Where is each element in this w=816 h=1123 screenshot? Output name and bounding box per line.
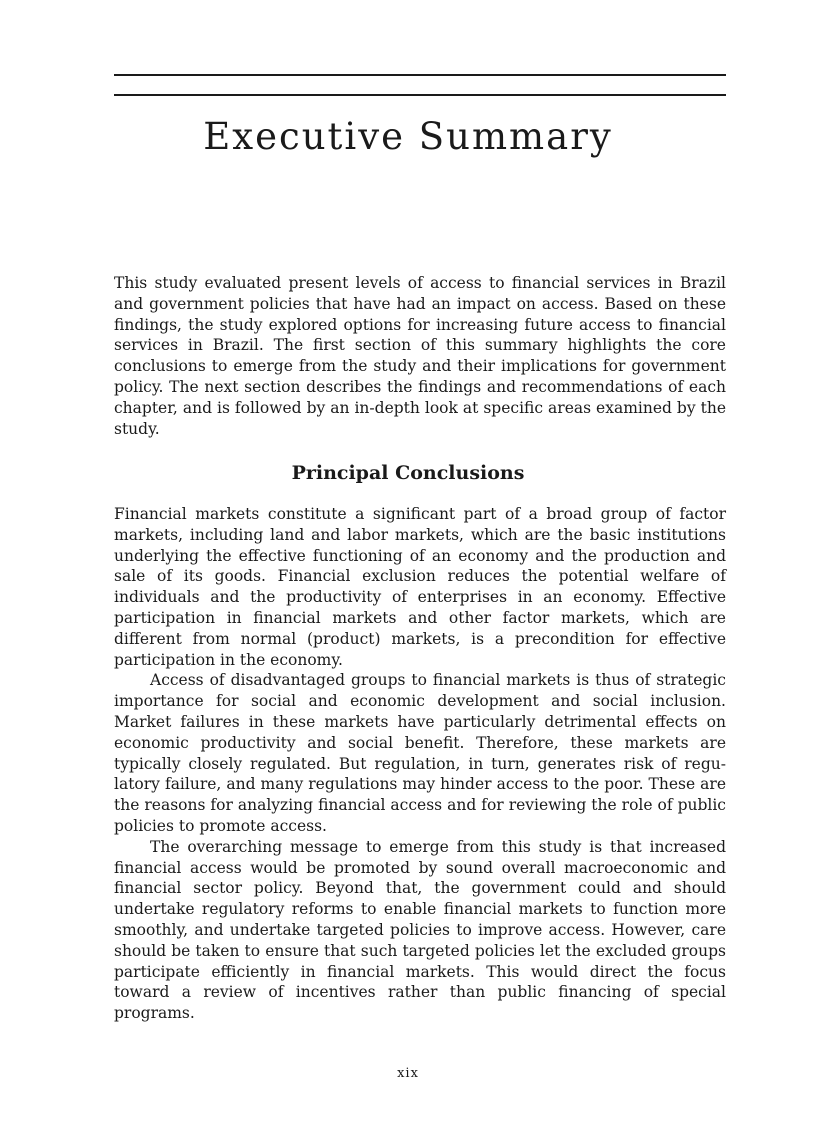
- body-paragraph: The overarching message to emerge from this study is that increased financial access would be promoted by sound overall macroeconomic and financial sector policy. Beyond that, the government could and should undertake regulatory reforms to enable financial markets to function more smoothly, and undertake targeted policies to improve access. However, care should be taken to ensure that such targeted policies let the excluded groups participate efficiently in financial markets. This would direct the focus toward a review of incentives rather than public financing of special programs.: [114, 837, 726, 1023]
- page-title: Executive Summary: [203, 115, 613, 158]
- section-heading: Principal Conclusions: [291, 462, 525, 484]
- conclusions-section: [114, 504, 726, 1024]
- page-number: xix: [397, 1066, 419, 1081]
- intro-paragraph: This study evaluated present levels of access to financial services in Brazil and government policies that have had an impact on access. Based on these findings, the study explored options for increasing future access to financial services in Brazil. The first section of this summary highlights the core conclusions to emerge from the study and their implications for government policy. The next section describes the findings and recommendations of each chapter, and is followed by an in-depth look at specific areas examined by the study.: [114, 274, 726, 438]
- body-paragraph: Access of disadvantaged groups to financial markets is thus of strategic importance for social and economic development and social inclusion. Market failures in these markets have particularly detrimental effects on economic productivity and social benefit. Therefore, these markets are typically closely regulated. But regulation, in turn, generates risk of regulatory failure, and many regulations may hinder access to the poor. These are the reasons for analyzing financial access and for reviewing the role of public policies to promote access.: [114, 671, 726, 835]
- header-rule-top: [114, 74, 726, 76]
- intro-section: [114, 273, 726, 439]
- body-paragraph: Financial markets constitute a significant part of a broad group of factor markets, including land and labor markets, which are the basic institutions underlying the effective functioning of an economy and the production and sale of its goods. Financial exclusion reduces the potential welfare of individuals and the productivity of enterprises in an economy. Effective participation in financial markets and other factor markets, which are different from normal (product) markets, is a precondition for effective participation in the economy.: [114, 505, 726, 669]
- header-rule-bottom: [114, 94, 726, 96]
